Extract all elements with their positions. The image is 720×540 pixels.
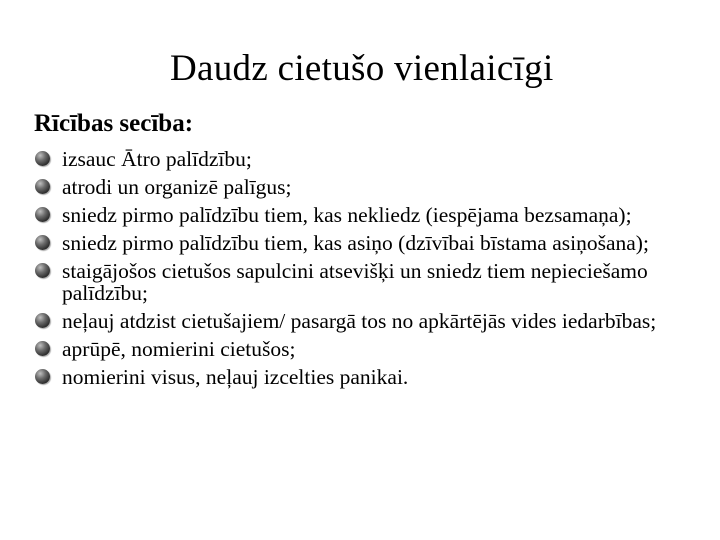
list-item-text: sniedz pirmo palīdzību tiem, kas nekliedz (iespējama bezsamaņa); [62,203,632,227]
bullet-list [35,148,705,394]
slide-title: Daudz cietušo vienlaicīgi [170,48,554,89]
bullet-sphere-icon [35,207,50,222]
bullet-sphere-icon [35,235,50,250]
bullet-sphere-icon [35,313,50,328]
section-heading: Rīcības secība: [34,110,194,137]
list-item [35,204,705,226]
list-item-text: neļauj atdzist cietušajiem/ pasargā tos no apkārtējās vides iedarbības; [62,309,657,333]
bullet-sphere-icon [35,369,50,384]
list-item [35,176,705,198]
list-item [35,310,705,332]
bullet-sphere-icon [35,179,50,194]
list-item-text: sniedz pirmo palīdzību tiem, kas asiņo (dzīvībai bīstama asiņošana); [62,231,649,255]
list-item-text: izsauc Ātro palīdzību; [62,147,252,171]
bullet-sphere-icon [35,263,50,278]
list-item-text: aprūpē, nomierini cietušos; [62,337,296,361]
list-item [35,232,705,254]
list-item [35,260,705,304]
bullet-sphere-icon [35,151,50,166]
list-item [35,338,705,360]
list-item [35,366,705,388]
list-item [35,148,705,170]
list-item-text: staigājošos cietušos sapulcini atsevišķi un sniedz tiem nepieciešamo palīdzību; [62,259,648,305]
list-item-text: atrodi un organizē palīgus; [62,175,292,199]
bullet-sphere-icon [35,341,50,356]
list-item-text: nomierini visus, neļauj izcelties panikai. [62,365,409,389]
